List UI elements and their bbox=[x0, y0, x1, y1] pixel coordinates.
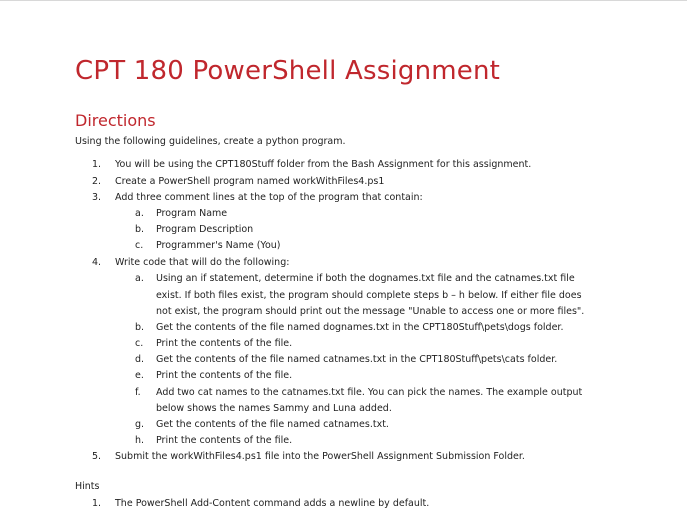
list-item-text: Create a PowerShell program named workWithFiles4.ps1 bbox=[115, 176, 385, 187]
section-heading: Directions bbox=[75, 111, 156, 130]
list-item-text: Submit the workWithFiles4.ps1 file into the PowerShell Assignment Submission Folder. bbox=[115, 451, 525, 462]
list-item-text: Write code that will do the following: bbox=[115, 257, 290, 268]
sublist-item-letter: a. bbox=[135, 273, 144, 284]
page-title: CPT 180 PowerShell Assignment bbox=[75, 56, 501, 86]
sublist-item-text: Print the contents of the file. bbox=[156, 370, 293, 381]
sublist-item-letter: g. bbox=[135, 419, 145, 430]
sublist-item-text: Using an if statement, determine if both the dognames.txt file and the catnames.txt file bbox=[156, 273, 575, 284]
sublist-item-text: Print the contents of the file. bbox=[156, 435, 293, 446]
sublist-item-text: Print the contents of the file. bbox=[156, 338, 293, 349]
sublist-item-text-continued: exist. If both files exist, the program should complete steps b – h below. If either file does bbox=[156, 290, 582, 301]
list-item-number: 3. bbox=[92, 192, 102, 203]
sublist-item-letter: c. bbox=[135, 240, 144, 251]
sublist-item-text: Get the contents of the file named catnames.txt. bbox=[156, 419, 389, 430]
sublist-item-text: Program Name bbox=[156, 208, 228, 219]
page-top-border bbox=[0, 0, 687, 1]
sublist-item-text-continued: not exist, the program should print out the message "Unable to access one or more files". bbox=[156, 306, 585, 317]
sublist-item-text: Get the contents of the file named dognames.txt in the CPT180Stuff\pets\dogs folder. bbox=[156, 322, 564, 333]
sublist-item-text: Program Description bbox=[156, 224, 254, 235]
sublist-item-letter: e. bbox=[135, 370, 144, 381]
hints-heading: Hints bbox=[75, 481, 100, 492]
list-item-number: 1. bbox=[92, 159, 102, 170]
hint-item-number: 1. bbox=[92, 498, 102, 509]
list-item-number: 5. bbox=[92, 451, 102, 462]
sublist-item-text: Programmer's Name (You) bbox=[156, 240, 281, 251]
sublist-item-text-continued: below shows the names Sammy and Luna added. bbox=[156, 403, 392, 414]
sublist-item-text: Add two cat names to the catnames.txt file. You can pick the names. The example output bbox=[156, 387, 583, 398]
intro-text: Using the following guidelines, create a python program. bbox=[75, 136, 346, 147]
sublist-item-letter: d. bbox=[135, 354, 145, 365]
list-item-text: You will be using the CPT180Stuff folder from the Bash Assignment for this assignment. bbox=[115, 159, 532, 170]
list-item-text: Add three comment lines at the top of the program that contain: bbox=[115, 192, 423, 203]
sublist-item-letter: b. bbox=[135, 322, 145, 333]
sublist-item-letter: f. bbox=[135, 387, 141, 398]
sublist-item-letter: h. bbox=[135, 435, 145, 446]
sublist-item-letter: c. bbox=[135, 338, 144, 349]
sublist-item-letter: b. bbox=[135, 224, 145, 235]
sublist-item-text: Get the contents of the file named catnames.txt in the CPT180Stuff\pets\cats folder. bbox=[156, 354, 558, 365]
list-item-number: 2. bbox=[92, 176, 102, 187]
sublist-item-letter: a. bbox=[135, 208, 144, 219]
hint-item-text: The PowerShell Add-Content command adds a newline by default. bbox=[115, 498, 430, 509]
list-item-number: 4. bbox=[92, 257, 102, 268]
